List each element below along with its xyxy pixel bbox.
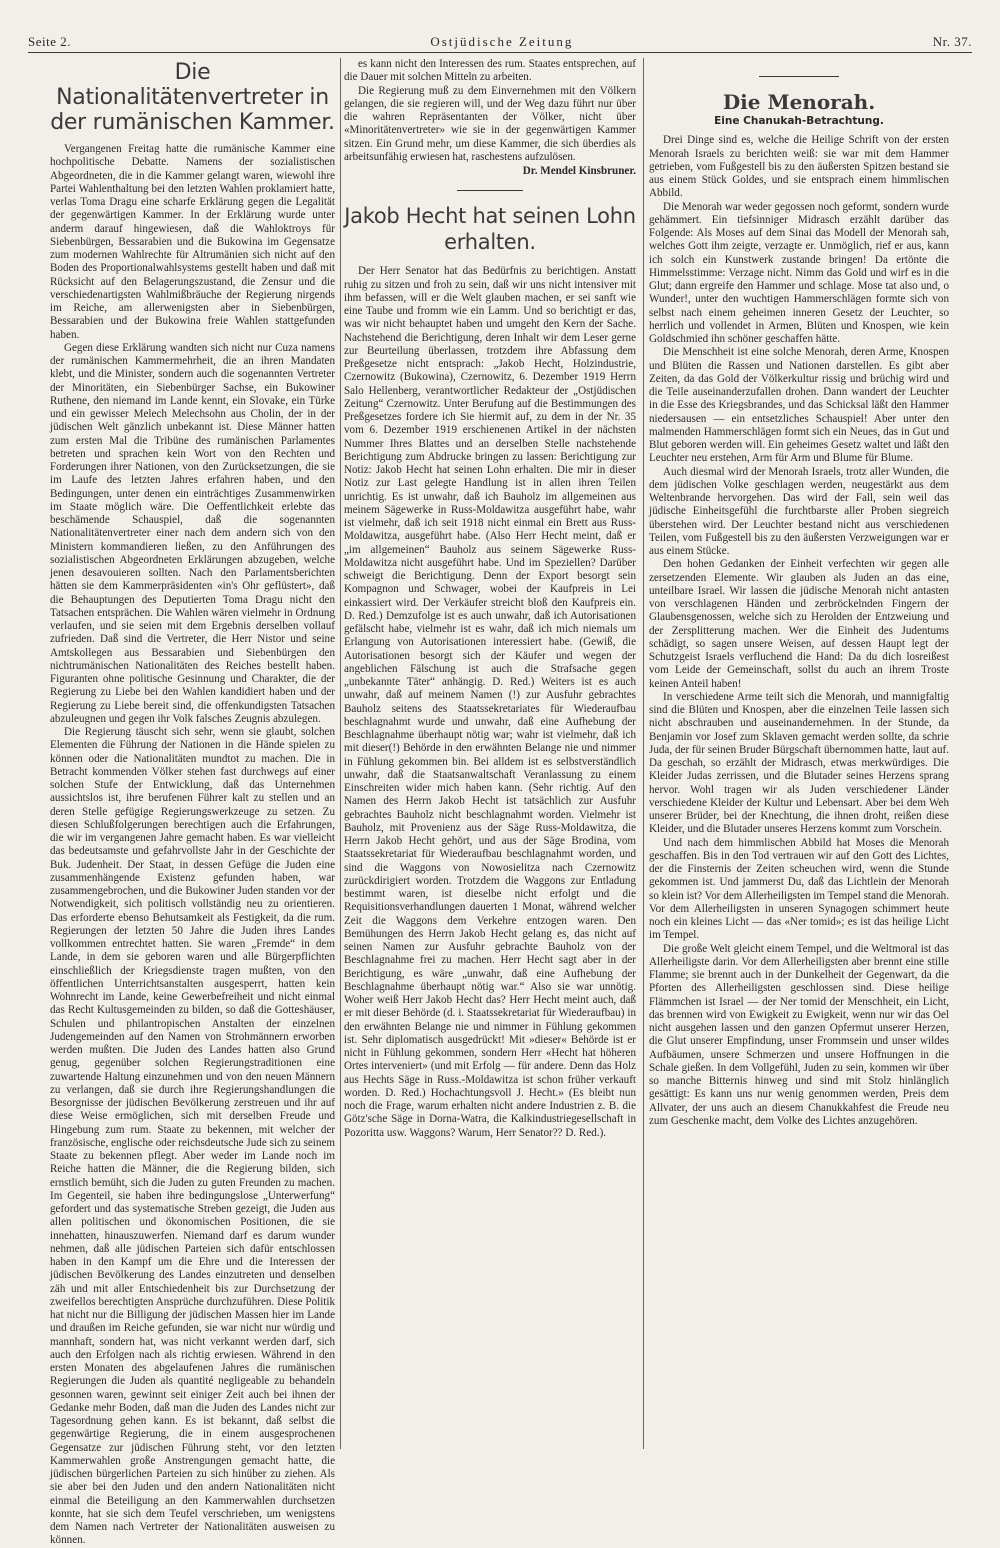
article-3-paragraph: Drei Dinge sind es, welche die Heilige Schrift von der ersten Menorah Israels zu berichten weiß: sie war mit dem Hammer getrieben, vom Fußgestell bis zu den äußersten Spitzen bestand sie aus einem Stück Goldes, und sie entsprach einem himmlischen Abbild. [649, 134, 949, 200]
article-3-paragraph: Die Menorah war weder gegossen noch geformt, sondern wurde gehämmert. Ein tiefsinniger Midrasch erzählt darüber das Folgende: Als Moses auf dem Sinai das Modell der Menorah sah, welches Gott ihm zeigte, verzagte er. Unmöglich, rief er aus, kann ich solch ein Kunstwerk zustande bringen! Da ertönte die Himmelsstimme: Verzage nicht. Nimm das Gold und wirf es in die Glut; dann ergreife den Hammer und schlage. Mose tat also und, o Wunder!, unter den wuchtigen Hammerschlägen formte sich von selbst nach einem geheimen inneren Gesetz der Leuchter, so herrlich und vollendet in Armen, Blüten und Knospen, wie kein Goldschmied ihn schöner geschaffen hätte. [649, 200, 949, 345]
article-separator [457, 190, 523, 191]
page-label: Seite 2. [28, 34, 71, 49]
issue-number: Nr. 37. [932, 34, 972, 49]
newspaper-name: Ostjüdische Zeitung [430, 34, 574, 49]
article-2-title: Jakob Hecht hat seinen Lohn erhalten. [344, 204, 636, 255]
article-3-paragraph: Die große Welt gleicht einem Tempel, und die Weltmoral ist das Allerheiligste darin. Vor dem Allerheiligsten aber brennt eine stille Flamme; sie brennt auch in der Dunkelheit der Gegenwart, da die Pforten des Allerheiligsten geschlossen sind. Diese heilige Flämmchen ist Israel — der Ner tomid der Menschheit, ein Licht, das brennen wird von Ewigkeit zu Ewigkeit, wenn nur wir das Oel nicht ausgehen lassen und den ganzen Opfermut unserer Herzen, die Glut unserer Empfindung, unser Frommsein und unser wildes Aufbäumen, unsere Schmerzen und unsere Hoffnungen in die Schale gießen. In dem Vollgefühl, Juden zu sein, kommen wir über so manche Bitternis hinweg und sind mit Stolz hinlänglich gesättigt: Es kann uns nur wenig genommen werden, Preis dem Allvater, der uns auch an diesem Chanukkahfest die Freude neu zum Geschenke macht, dem Volke des Lichtes anzugehören. [649, 942, 949, 1127]
article-1-title: Die Nationalitätenvertreter in der rumänischen Kammer. [50, 60, 335, 135]
article-1-signature: Dr. Mendel Kinsbruner. [522, 165, 636, 177]
column-3 [649, 58, 949, 1449]
column-divider [340, 58, 341, 1449]
column-2 [344, 58, 636, 1449]
article-3-paragraph: Die Menschheit ist eine solche Menorah, deren Arme, Knospen und Blüten die Rassen und Nationen darstellen. Es gibt aber Zeiten, da das Gold der Völkerkultur rissig und brüchig wird und die Teile auseinanderzufallen drohen. Dann wandert der Leuchter in die Esse des Kriegsbrandes, und das Schicksal läßt den Hammer niedersausen — ein entsetzliches Schauspiel! Aber unter den malmenden Hammerschlägen formt sich ein Neues, das in Gut und Blut geboren werden will. Ein geheimes Gesetz waltet und läßt den Leuchter neu erstehen, Arm für Arm und Blume für Blume. [649, 346, 949, 465]
article-separator [759, 76, 839, 77]
column-1 [50, 58, 335, 1547]
page-header [28, 30, 972, 50]
header-rule [28, 52, 972, 53]
article-3-paragraph: Den hohen Gedanken der Einheit verfechten wir gegen alle zersetzenden Elemente. Wir glauben als Juden an das eine, unteilbare Israel. Wir lassen die jüdische Menorah nicht antasten von verschlagenen Händen und zerbröckelnden Fingern der Glaubensgenossen, welche sich zu Herolden der Entzweiung und der Zersplitterung machen. Wer die Einheit des Judentums schädigt, so sagen unsere Weisen, auf dessen Haupt legt der Schutzgeist Israels verfluchend die Hand: Da du dich losreißest vom Leide der Gemeinschaft, sollst du auch an ihrem Troste keinen Anteil haben! [649, 558, 949, 690]
article-1-paragraph: Die Regierung muß zu dem Einvernehmen mit den Völkern gelangen, die sie regieren will, und der Weg dazu führt nur über die wahren Repräsentanten der Völker, nicht über «Minoritätenvertreter» wie sie in der gegenwärtigen Kammer sitzen. Ein Grund mehr, um diese Kammer, die sich überdies als arbeitsunfähig erwiesen hat, raschestens aufzulösen. [344, 84, 636, 163]
article-3-subtitle: Eine Chanukah-Betrachtung. [714, 115, 884, 127]
article-1-paragraph: Vergangenen Freitag hatte die rumänische Kammer eine hochpolitische Debatte. Namens der sozialistischen Abgeordneten, die in die Kammer gelangt waren, wiewohl ihre Partei Wahlenthaltung bei den letzten Wahlen proklamiert hatte, verlas Toma Dragu eine scharfe Erklärung gegen die Legalität der gegenwärtigen Kammer. In der Erklärung wurde unter anderm darauf hingewiesen, daß die Wahloktroys für Siebenbürgen, Bessarabien und die Bukowina im Gegensatze zum modernen Wahlrechte für Altrumänien sich nicht auf den Boden des Proportionalwahlsystems gestellt haben und daß mit Rücksicht auf den Belagerungszustand, die Zensur und die verschiedenartigsten Wahlmißbräuche der Regierung nirgends im Reiche, am allerwenigsten aber in Siebenbürgen, Bessarabien und der Bukowina freie Wahlen stattgefunden haben. [50, 143, 335, 341]
article-2-paragraph: Der Herr Senator hat das Bedürfnis zu berichtigen. Anstatt ruhig zu sitzen und froh zu sein, daß wir uns nicht intensiver mit ihm befassen, will er die Welt glauben machen, er sei sanft wie eine Taube und fromm wie ein Lamm. Und so berichtigt er das, was wir nicht behauptet haben und umgeht den Kern der Sache. Nachstehend die Berichtigung, deren Inhalt wir dem Leser gerne zur Beurteilung überlassen, trotzdem ihre Abfassung dem Preßgesetze nicht entsprach: „Jakob Hecht, Holzindustrie, Czernowitz (Bukowina), Czernowitz, 6. Dezember 1919 Herrn Salo Hellenberg, verantwortlicher Redakteur der „Ostjüdischen Zeitung“ Czernowitz. Unter Berufung auf die Bestimmungen des Preßgesetzes fordere ich Sie hiermit auf, zu dem in der Nr. 35 vom 6. Dezember 1919 erschienenen Artikel in der nächsten Nummer Ihres Blattes und an derselben Stelle nachstehende Berichtigung zum Abdrucke bringen zu lassen: Berichtigung zur Notiz: Jakob Hecht hat seinen Lohn erhalten. Die mir in dieser Notiz zur Last gelegte Handlung ist in allen ihren Teilen unrichtig. Es ist unwahr, daß ich Bauholz im allgemeinen aus meinem Sägewerke in Russ-Moldawitza ausgeführt habe, wahr ist vielmehr, daß ich seit 1918 nicht einmal ein Brett aus Russ-Moldawitza, ausgeführt habe. (Also Herr Hecht meint, daß er „im allgemeinen“ Bauholz aus seinem Sägewerke Russ-Moldawitza nicht ausgeführt habe. Und im Speziellen? Darüber schweigt die Berichtigung. Denn der Export besorgt sein Kompagnon und Schwager, wobei der Kaufpreis in Lei einkassiert wird. Der Verkäufer streicht bloß den Kaufpreis ein. D. Red.) Demzufolge ist es auch unwahr, daß ich Autorisationen gefälscht habe, vielmehr ist es wahr, daß ich mich niemals um Erlangung von Autorisationen interessiert habe. (Gewiß, die Autorisationen besorgt sich der Käufer und wegen der angeblichen Fälschung ist auch die Strafsache gegen „unbekannte Täter“ anhängig. D. Red.) Weiters ist es auch unwahr, daß auf meinem Namen (!) zur Ausfuhr gebrachtes Bauholz seitens des Staatssekretariates für Wiederaufbau beschlagnahmt wurde und unwahr, daß eine Aufhebung der Beschlagnahme überhaupt nötig war; wahr ist vielmehr, daß ich mit dieser(!) Behörde in den erwähnten Belange nie und nimmer in Fühlung gekommen bin. Bei alldem ist es selbstverständlich unwahr, daß die Staatsanwaltschaft Veranlassung zu einem Einschreiten wider mich haben kann. (Sehr richtig. Auf den Namen des Herrn Jakob Hecht ist tatsächlich zur Ausfuhr gebrachtes Bauholz nicht beschlagnahmt worden. Vielmehr ist Bauholz, mit Provenienz aus der Säge Russ-Moldawitza, die Herrn Jakob Hecht gehört, und aus der Säge Brodina, vom Staatssekretariat für Wiederaufbau beschlagnahmt worden, und sind die Waggons von Nowosielitza nach Czernowitz zurückdirigiert worden. Trotzdem die Waggons zur Entladung bestimmt waren, ist dieselbe nicht erfolgt und die Requisitionsverhandlungen dauerten 1 Monat, während welcher Zeit die Waggons dem Verkehre entzogen waren. Den Bemühungen des Herrn Jakob Hecht gelang es, das nicht auf seinen Namen zur Ausfuhr gebrachte Bauholz von der Beschlagnahme frei zu machen. Herr Hecht sagt aber in der Berichtigung, es wäre „unwahr, daß eine Aufhebung der Beschlagnahme überhaupt nötig war.“ Also sie war unnötig. Woher weiß Herr Jakob Hecht das? Herr Hecht meint auch, daß er mit dieser Behörde (d. i. Staatssekretariat für Wiederaufbau) in den erwähnten Belange nie und nimmer in Fühlung gekommen ist. Sehr diplomatisch ausgedrückt! Mit »dieser« Behörde ist er nicht in Fühlung gekommen, sondern Herr «Hecht hat höheren Ortes interveniert» (und mit Erfolg — für andere. Denn das Holz aus Hechts Säge in Russ.-Moldawitza ist schon früher verkauft worden. D. Red.) Hochachtungsvoll J. Hecht.» (Es bleibt nun noch die Frage, warum erhalten nicht andere Industrien z. B. die Götz'sche Säge in Dorna-Watra, die Kalkindustriegesellschaft in Pozoritta usw. Waggons? Warum, Herr Senator?? D. Red.). [344, 265, 636, 1139]
article-3-paragraph: Auch diesmal wird der Menorah Israels, trotz aller Wunden, die dem jüdischen Volke geschlagen werden, neugestärkt aus dem Weltenbrande hervorgehen. Das wird der Fall, sein weil das jüdische Einheitsgefühl die furchtbarste aller Proben siegreich überstehen wird. Der Leuchter bestand nicht aus verschiedenen Teilen, vom Fußgestell bis zu den äußersten Verzweigungen war er aus einem Stücke. [649, 465, 949, 557]
article-3-paragraph: In verschiedene Arme teilt sich die Menorah, und mannigfaltig sind die Blüten und Knospen, aber die einzelnen Teile lassen sich nicht abschrauben und auseinandernehmen. In der Stunde, da Benjamin vor Josef zum Sklaven gemacht werden sollte, da schrie Juda, der für seinen Bruder Bürgschaft übernommen hatte, laut auf. Da geschah, so erzählt der Midrasch, etwas merkwürdiges. Die Kleider Judas zerrissen, und die Blutader seines Herzens sprang hervor. Wohl tragen wir als Juden verschiedener Länder verschiedene Kleider der Kultur und Lebensart. Aber bei dem Weh unserer Brüder, bei der Knechtung, die ihnen droht, reißen diese Kleider, und die Blutader unseres Herzens kommt zum Vorschein. [649, 690, 949, 836]
column-divider [643, 58, 644, 1449]
article-1-paragraph: Die Regierung täuscht sich sehr, wenn sie glaubt, solchen Elementen die Führung der Nationen in die Hände spielen zu können oder die Nationalitäten mundtot zu machen. Die in Betracht kommenden Völker stehen fast durchwegs auf einer solchen Stufe der Entwicklung, daß das Unternehmen aussichtslos ist, ihre berufenen Führer kalt zu stellen und an deren Stelle gefügige Regierungswerkzeuge zu setzen. Zu diesen Schlußfolgerungen berechtigen auch die Erfahrungen, die wir im vergangenen Jahre gemacht haben. Es war vielleicht das bedeutsamste und gefahrvollste Jahr in der Geschichte der Buk. Judenheit. Der Staat, in dessen Gefüge die Juden eine zusammenhängende Existenz gefunden haben, war zusammengebrochen, und die Bukowiner Juden standen vor der Notwendigkeit, sich politisch vollständig neu zu orientieren. Das erforderte ebenso Behutsamkeit als Festigkeit, da die rum. Regierungen der letzten 50 Jahre die Juden ihres Landes vollkommen entrechtet hatten. Sie waren „Fremde“ in dem Lande, in dem sie geboren waren und alle Bürgerpflichten einschließlich der Kriegsdienste tragen mußten, von den öffentlichen Unterrichtsanstalten ausgesperrt, hatten kein Wohnrecht im Lande, keine Gewerbefreiheit und nicht einmal das Recht Kultusgemeinden zu bilden, so daß die Gotteshäuser, Schulen und philantropischen Anstalten der einzelnen Judengemeinden auf den Namen von Strohmännern erworben werden mußten. Die Juden des Landes hatten also Grund genug, gegenüber solchen Regierungstraditionen eine zuwartende Haltung einzunehmen und von den neuen Männern zu verlangen, daß sie durch ihre Regierungshandlungen die Besorgnisse der jüdischen Bevölkerung zerstreuen und ihr auf diese Weise ermöglichen, sich mit derselben Freude und Hingebung zum rum. Staate zu bekennen, mit welcher der französische, englische oder reichsdeutsche Jude sich zu seinem Staate zu bekennen pflegt. Aber weder im Lande noch im Reiche hatten die Männer, die die Regierung bilden, sich ernstlich bemüht, sich die Juden zu guten Freunden zu machen. Im Gegenteil, sie haben ihre bedingungslose „Unterwerfung“ gefordert und das systematische Streben gezeigt, die Juden aus allen politischen und ökonomischen Positionen, die sie innehatten, hinauszuwerfen. Niemand darf es darum wunder nehmen, daß alle jüdischen Parteien sich dafür entschlossen haben in den Kampf um die Ehre und die Interessen der jüdischen Bevölkerung des Landes einzutreten und denselben zäh und mit aller Entschiedenheit bis zur Durchsetzung der zweifellos berechtigten Ansprüche durchzuführen. Diese Politik hat nicht nur die Billigung der jüdischen Massen hier im Lande und draußen im Reiche gefunden, sie war nicht nur würdig und mannhaft, sondern hat, was nicht verkannt werden darf, sich auch den Erfolgen nach als richtig erwiesen. Während in den ersten Monaten des abgelaufenen Jahres die rumänischen Regierungen die Juden als quantité negligeable zu behandeln gesonnen waren, gewinnt seit einiger Zeit auch bei ihnen der Gedanke mehr Boden, daß man die Juden des Landes nicht zur Tagesordnung gehen kann. Es ist bekannt, daß selbst die gegenwärtige Regierung, die in einem ausgesprochenen Gegensatze zur jüdischen Führung steht, vor den letzten Kammerwahlen große Anstrengungen gemacht hatte, die jüdischen bürgerlichen Parteien zu sich hinüber zu ziehen. Als sie aber bei den Juden und den andern Nationalitäten nicht einmal die Beteiligung an den Kammerwahlen durchsetzen konnte, hat sie sich dem Teufel verschrieben, um wenigstens dem Namen nach Vertreter der Nationalitäten ausweisen zu können. [50, 726, 335, 1547]
article-3-paragraph: Und nach dem himmlischen Abbild hat Moses die Menorah geschaffen. Bis in den Tod vertrauen wir auf den Gott des Lichtes, der die Finsternis der Zeiten scheuchen wird, wenn die Stunde gekommen ist. Und jammerst Du, daß das Lichtlein der Menorah so klein ist? Vor dem Allerheiligsten im Tempel stand die Menorah. Vor dem Allerheiligsten in unseren Synagogen schimmert heute noch ein kleines Licht — das «Ner tomid»; es ist das heilige Licht im Tempel. [649, 836, 949, 942]
article-1-paragraph: Gegen diese Erklärung wandten sich nicht nur Cuza namens der rumänischen Kammermehrheit, die an ihren Mandaten klebt, und die Minister, sondern auch die sogenannten Vertreter der Minoritäten, ein Siebenbürger Sachse, ein Bukowiner Ruthene, den niemand im Lande kennt, ein Slovake, ein Türke und ein gewisser Melech Melechsohn aus Cholin, der in der jüdischen Welt gänzlich unbekannt ist. Diese Männer hatten zum ersten Mal die Tribüne des rumänischen Parlamentes betreten und sprachen kein Wort von den Rechten und Forderungen ihrer Nationen, von den Zurücksetzungen, die sie im Laufe des letzten Jahres erfahren haben, und den Bedingungen, unter denen ein einträchtiges Zusammenwirken im Staate möglich wäre. Die Oeffentlichkeit erlebte das beschämende Schauspiel, daß die sogenannten Nationalitätenvertreter einer nach dem andern sich von den Ministern kommandieren ließen, zu den Anführungen des sozialistischen Abgeordneten Erklärungen abzugeben, welche jenen desavouieren sollten. Nach den Parlamentsberichten hätten sie dem Kammerpräsidenten «in's Ohr geflüstert», daß die Behauptungen des Deputierten Toma Dragu nicht den Tatsachen entsprächen. Die Wahlen wären vielmehr in Ordnung verlaufen, und sie seien mit dem Ergebnis derselben vollauf zufrieden. Daß sind die Vertreter, die Herr Nistor und seine Amtskollegen aus Bessarabien und Siebenbürgen den nichtrumänischen Nationalitäten des Reiches bestellt haben. Figuranten ohne politische Gesinnung und Charakter, die der Regierung zu Liebe bei den Wahlen kandidiert haben und der Regierung zu Liebe bereit sind, die offenkundigsten Tatsachen abzuleugnen und gegen ihr Volk falsches Zeugnis abzulegen. [50, 341, 335, 725]
article-3-title: Die Menorah. [722, 90, 876, 114]
article-1-paragraph: es kann nicht den Interessen des rum. Staates entsprechen, auf die Dauer mit solchen Mitteln zu arbeiten. [344, 58, 636, 84]
